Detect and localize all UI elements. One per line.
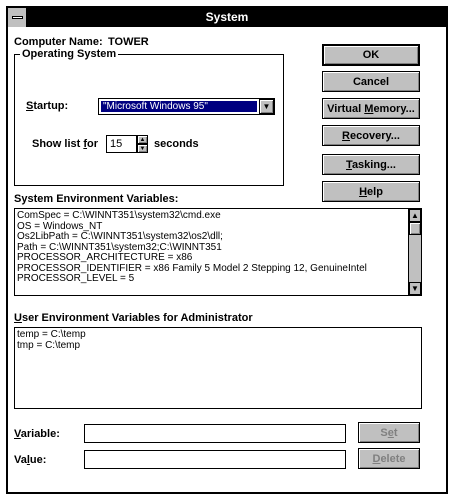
startup-combo[interactable] [98, 98, 275, 115]
spin-up-icon[interactable]: ▲ [137, 135, 148, 144]
virtual-memory-button-label: Virtual Memory... [327, 102, 415, 115]
list-item[interactable]: Os2LibPath = C:\WINNT351\system32\os2\dll; [17, 231, 223, 242]
list-item[interactable]: PROCESSOR_IDENTIFIER = x86 Family 5 Model 2 Stepping 12, GenuineIntel [17, 262, 367, 274]
system-env-list[interactable] [14, 208, 422, 296]
set-button-label: Set [380, 426, 398, 439]
user-env-label: User Environment Variables for Administrator [14, 312, 253, 324]
show-list-seconds-input[interactable]: 15 [106, 135, 137, 153]
system-dialog [6, 6, 448, 494]
user-env-list[interactable] [14, 327, 422, 409]
chevron-down-icon[interactable]: ▼ [259, 99, 274, 114]
show-list-label: Show list for [32, 138, 99, 150]
ok-button[interactable] [322, 44, 420, 66]
scroll-up-icon[interactable]: ▲ [409, 209, 421, 222]
list-item[interactable]: PROCESSOR_ARCHITECTURE = x86 [17, 252, 193, 263]
system-env-scrollbar[interactable] [408, 209, 421, 295]
computer-name-label: Computer Name: [14, 36, 103, 48]
system-env-label: System Environment Variables: [14, 193, 179, 205]
list-item[interactable]: temp = C:\temp [17, 329, 86, 340]
list-item[interactable]: PROCESSOR_LEVEL = 5 [17, 273, 135, 284]
delete-button-label: Delete [372, 452, 406, 465]
scroll-down-icon[interactable]: ▼ [409, 282, 421, 295]
spin-down-icon[interactable]: ▼ [137, 144, 148, 153]
system-menu-icon[interactable] [8, 8, 27, 27]
scroll-thumb[interactable] [409, 222, 421, 235]
ok-button-label: OK [362, 49, 380, 61]
title-bar[interactable] [8, 8, 446, 27]
list-item[interactable]: ComSpec = C:\WINNT351\system32\cmd.exe [17, 210, 221, 221]
list-item[interactable]: tmp = C:\temp [17, 339, 81, 351]
startup-label: Startup: [26, 100, 69, 112]
variable-label: Variable: [14, 428, 60, 440]
list-item[interactable]: OS = Windows_NT [17, 220, 103, 232]
value-input[interactable] [84, 450, 346, 469]
window-title: System [205, 10, 249, 24]
tasking-button[interactable] [322, 154, 420, 175]
operating-system-group-title: Operating System [22, 48, 117, 60]
startup-selected-value: "Microsoft Windows 95" [101, 101, 257, 112]
help-button-label: Help [359, 185, 383, 198]
recovery-button[interactable] [322, 125, 420, 146]
recovery-button-label: Recovery... [342, 129, 400, 142]
list-item[interactable]: Path = C:\WINNT351\system32;C:\WINNT351 [17, 241, 222, 253]
delete-button[interactable] [358, 448, 420, 469]
operating-system-group [14, 54, 284, 186]
help-button[interactable] [322, 181, 420, 202]
cancel-button-label: Cancel [352, 75, 390, 88]
virtual-memory-button[interactable] [322, 98, 420, 119]
variable-input[interactable] [84, 424, 346, 443]
seconds-label: seconds [154, 138, 199, 150]
set-button[interactable] [358, 422, 420, 443]
value-label: Value: [14, 454, 47, 466]
computer-name-value: TOWER [108, 36, 149, 48]
cancel-button[interactable] [322, 71, 420, 92]
tasking-button-label: Tasking... [346, 158, 396, 171]
